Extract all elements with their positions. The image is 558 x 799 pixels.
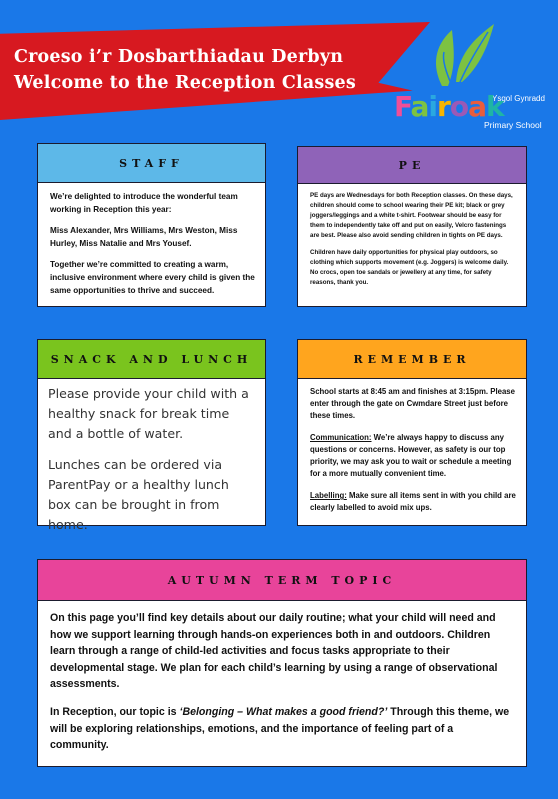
snack-lunch-card [37,339,266,532]
snack-paragraph: Lunches can be ordered via ParentPay or a healthy lunch box can be brought in from home. [48,457,229,532]
snack-body [48,384,255,546]
topic-description: Through this theme, we will be exploring relationships, emotions, and the importance of feeling part of a community. [50,705,510,752]
autumn-topic-card [37,559,527,767]
school-logo [392,16,552,128]
logo-letter: i [428,90,438,123]
pe-paragraph: PE days are Wednesdays for both Reception classes. On these days, children should come to school wearing their PE kit; black or grey joggers/leggings and a white t-shirt. Footwear should be easy for them to independently take off and put on easily, Velcro fastenings are best. Please also avoid sending children in tights on PE days. [310,192,513,239]
communication-paragraph [310,432,516,480]
logo-letter: a [468,90,486,123]
pe-heading: PE [298,147,526,184]
remember-card [297,339,527,526]
topic-title: ‘Belonging – What makes a good friend?’ [179,705,388,718]
logo-letter: a [410,90,429,123]
title-welsh: Croeso i’r Dosbarthiadau Derbyn [14,47,344,67]
school-times-paragraph: School starts at 8:45 am and finishes at 3:15pm. Please enter through the gate on Cwmdare Street just before these times. [310,387,515,420]
pe-body [310,191,516,295]
staff-card [37,143,266,307]
logo-letter: o [449,90,469,123]
remember-body [310,386,516,524]
communication-label: Communication: [310,433,372,442]
communication-text: We’re always happy to discuss any questions or concerns. However, as safety is our top priority, we may ask you to wait or schedule a meeting for a more mutually convenient time. [310,433,512,478]
labelling-label: Labelling: [310,491,347,500]
snack-paragraph: Please provide your child with a healthy snack for break time and a bottle of water. [48,386,249,441]
staff-heading: STAFF [38,144,265,183]
remember-heading: REMEMBER [298,340,526,379]
logo-letter: F [394,90,411,123]
logo-letter: k [485,90,504,123]
topic-intro-text: In Reception, our topic is [50,705,180,718]
autumn-body [50,610,514,765]
autumn-intro-paragraph: On this page you’ll find key details about our daily routine; what your child will need and how we support learning through hands-on experiences both in and outdoors. Children learn through a range of child-led activities and focus tasks appropriate to their developmental stage. We plan for each child’s learning by using a range of observational assessments. [50,612,498,691]
logo-suffix: Primary School [484,120,542,130]
logo-prefix: Ysgol Gynradd [492,94,545,103]
labelling-paragraph [310,490,516,514]
staff-paragraph: We’re delighted to introduce the wonderful team working in Reception this year: [50,192,238,214]
logo-name [394,92,504,122]
staff-paragraph: Miss Alexander, Mrs Williams, Mrs Weston, Miss Hurley, Miss Natalie and Mrs Yousef. [50,226,238,248]
title-english: Welcome to the Reception Classes [14,73,356,93]
page-title [14,44,414,96]
autumn-heading: AUTUMN TERM TOPIC [38,560,526,601]
oak-leaf-logo-icon [422,16,512,96]
logo-letter: r [437,90,450,123]
pe-paragraph: Children have daily opportunities for physical play outdoors, so clothing which supports movement (e.g. Joggers) is welcome daily. No crocs, open toe sandals or jewellery at any time, for safety reasons, thank you. [310,249,509,286]
autumn-topic-paragraph [50,704,514,754]
staff-paragraph: Together we’re committed to creating a warm, inclusive environment where every child is given the same opportunities to thrive and succeed. [50,260,255,295]
labelling-text: Make sure all items sent in with you child are clearly labelled to avoid mix ups. [310,491,516,512]
pe-card [297,146,527,307]
snack-heading: SNACK AND LUNCH [38,340,265,379]
staff-body [50,190,255,305]
